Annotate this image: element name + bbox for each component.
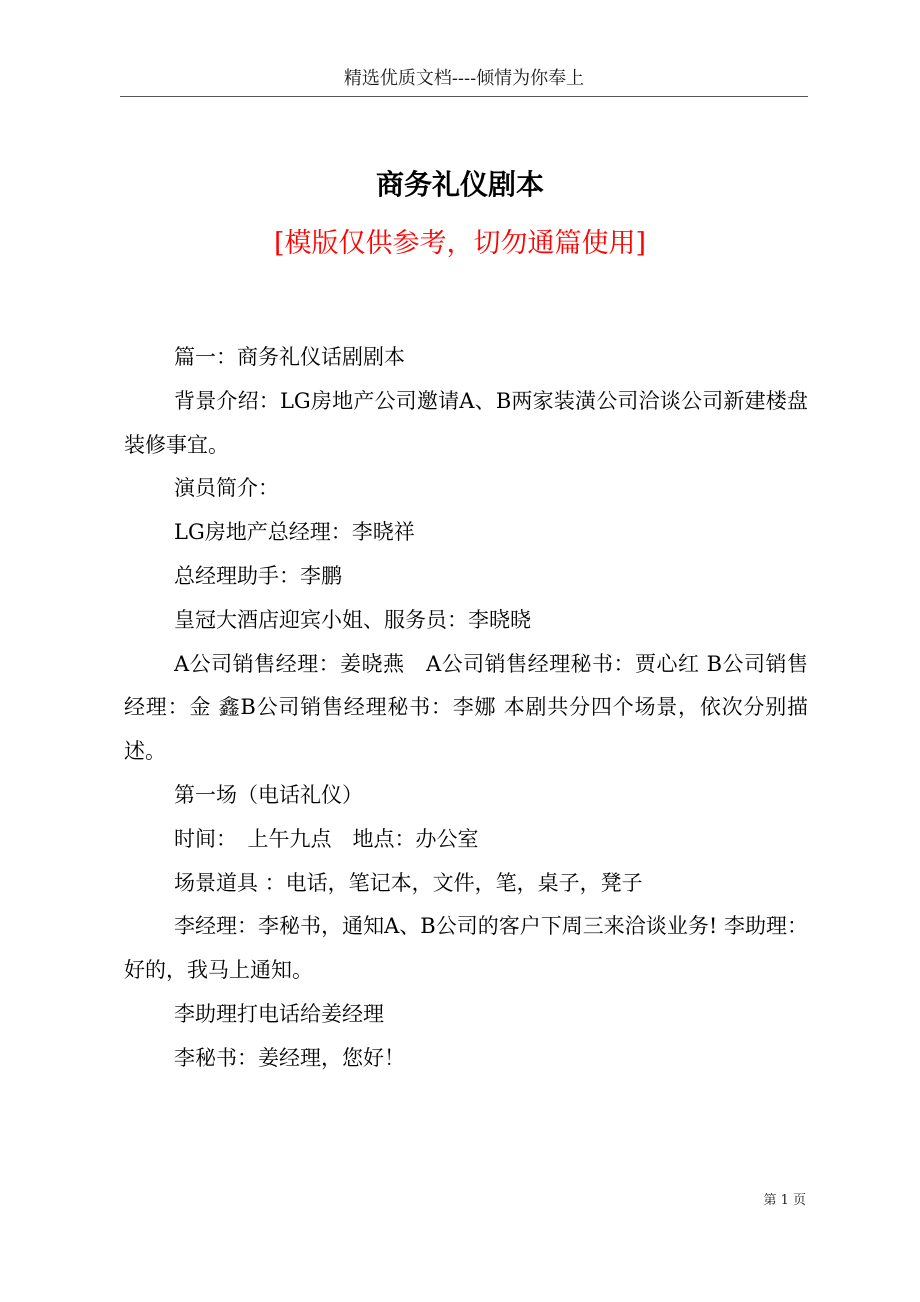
- page-number: 第 1 页: [763, 1193, 806, 1208]
- paragraph: 演员简介：: [174, 476, 279, 501]
- paragraph: 时间： 上午九点 地点：办公室: [174, 826, 479, 851]
- paragraph: 李秘书：姜经理，您好！: [174, 1045, 405, 1070]
- paragraph: 皇冠大酒店迎宾小姐、服务员：李晓晓: [174, 607, 531, 632]
- page-header: 精选优质文档----倾情为你奉上: [343, 68, 585, 89]
- paragraph: LG房地产总经理：李晓祥: [174, 520, 415, 545]
- paragraph: 背景介绍：LG房地产公司邀请A、B两家装潢公司洽谈公司新建楼盘装修事宜。: [124, 388, 808, 457]
- paragraph: 场景道具 ：电话，笔记本，文件，笔，桌子，凳子: [174, 870, 643, 895]
- document-subtitle: [模版仅供参考，切勿通篇使用]: [273, 228, 647, 259]
- paragraph: 总经理助手：李鹏: [174, 563, 342, 588]
- paragraph: 李助理打电话给姜经理: [174, 1001, 384, 1026]
- paragraph: 李经理：李秘书，通知A、B公司的客户下周三来洽谈业务! 李助理：好的，我马上通知。: [124, 914, 808, 983]
- document-body: [124, 336, 808, 1081]
- document-title: 商务礼仪剧本: [375, 168, 544, 201]
- paragraph: 第一场（电话礼仪）: [174, 782, 363, 807]
- header-divider: [120, 96, 808, 97]
- paragraph: 篇一：商务礼仪话剧剧本: [174, 345, 405, 369]
- paragraph: A公司销售经理：姜晓燕 A公司销售经理秘书：贾心红 B公司销售经理：金 鑫B公司销售经理秘书：李娜 本剧共分四个场景，依次分别描述。: [124, 651, 808, 764]
